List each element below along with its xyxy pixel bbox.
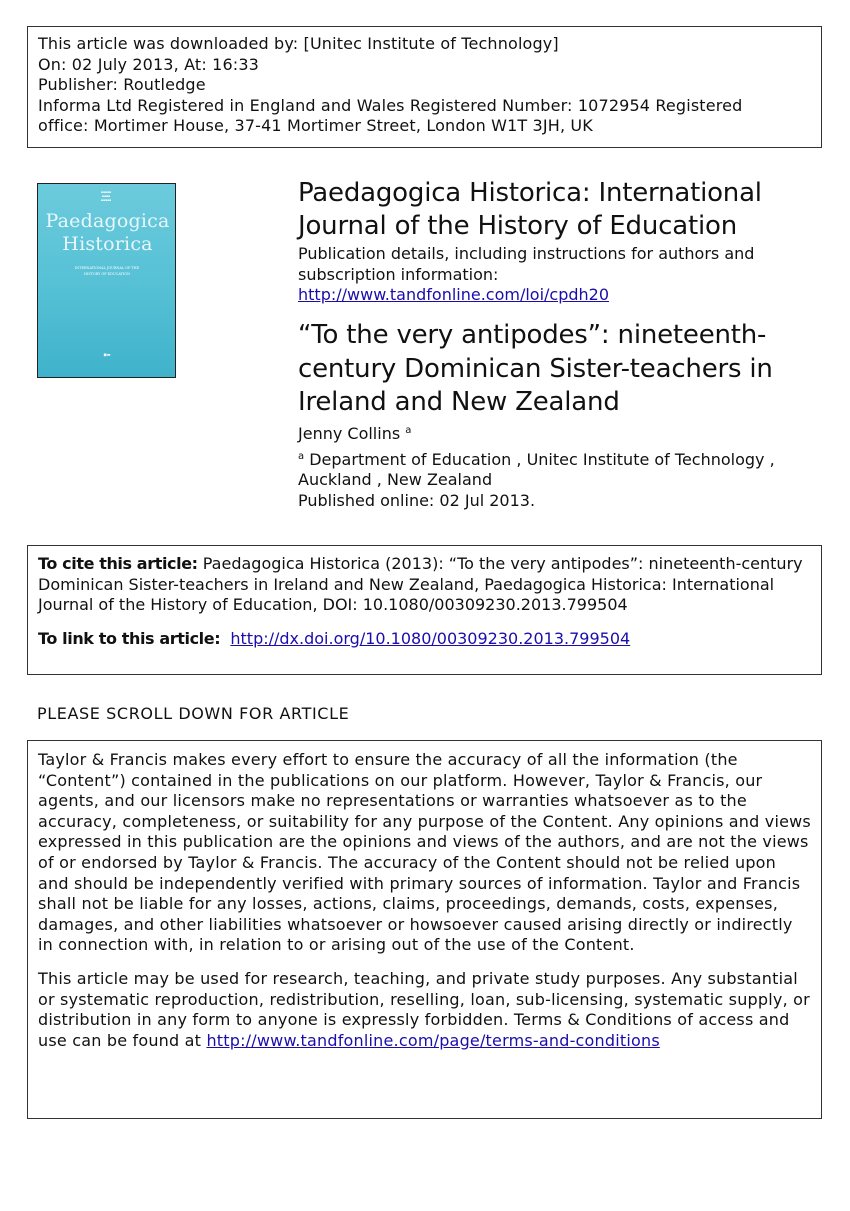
article-title: “To the very antipodes”: nineteenth-century Dominican Sister-teachers in Ireland and New Zealand bbox=[298, 320, 773, 417]
publication-details bbox=[298, 244, 818, 306]
cover-title: Paedagogica Historica bbox=[45, 210, 170, 255]
journal-title: Paedagogica Historica: International Journal of the History of Education bbox=[298, 178, 762, 241]
cite-paragraph bbox=[38, 554, 811, 616]
citation-box bbox=[27, 545, 822, 675]
journal-cover-image bbox=[37, 183, 176, 378]
doi-link[interactable]: http://dx.doi.org/10.1080/00309230.2013.799504 bbox=[230, 628, 631, 648]
cover-tiny-print: ▪▪▪▪▪ ▪▪▪▪ ▪▪▪▪▪ bbox=[100, 190, 112, 202]
disclaimer-paragraph-2-text: This article may be used for research, teaching, and private study purposes. Any substantial or systematic reproduction, redistribution, reselling, loan, sub-licensing, systematic supply, or distribution in any form to anyone is expressly forbidden. Terms & Conditions of access and use can be found at bbox=[38, 968, 810, 1050]
affiliation-text: Department of Education , Unitec Institute of Technology , Auckland , New Zealand bbox=[298, 449, 775, 490]
author-line bbox=[298, 424, 818, 445]
journal-url-link[interactable]: http://www.tandfonline.com/loi/cpdh20 bbox=[298, 285, 610, 305]
registration-line-1: Informa Ltd Registered in England and Wales Registered Number: 1072954 Registered bbox=[38, 95, 743, 115]
publication-details-text: Publication details, including instructions for authors and subscription information: bbox=[298, 244, 755, 284]
author-name: Jenny Collins bbox=[298, 424, 401, 443]
downloaded-by: This article was downloaded by: [Unitec Institute of Technology] bbox=[38, 34, 559, 53]
terms-link[interactable]: http://www.tandfonline.com/page/terms-and-conditions bbox=[206, 1030, 660, 1050]
scroll-notice: PLEASE SCROLL DOWN FOR ARTICLE bbox=[37, 704, 350, 723]
disclaimer-box bbox=[27, 740, 822, 1119]
registration-line-2: office: Mortimer House, 37-41 Mortimer Street, London W1T 3JH, UK bbox=[38, 116, 593, 136]
link-paragraph bbox=[38, 629, 811, 650]
disclaimer-paragraph-1: Taylor & Francis makes every effort to ensure the accuracy of all the information (the “Content”) contained in the publications on our platform. However, Taylor & Francis, our agents, and our licensors make no representations or warranties whatsoever as to the accuracy, completeness, or suitability for any purpose of the Content. Any opinions and views expressed in this publication are the opinions and views of the authors, and are not the views of or endorsed by Taylor & Francis. The accuracy of the Content should not be relied upon and should be independently verified with primary sources of information. Taylor and Francis shall not be liable for any losses, actions, claims, proceedings, demands, costs, expenses, damages, and other liabilities whatsoever or howsoever caused arising directly or indirectly in connection with, in relation to or arising out of the use of the Content. bbox=[38, 750, 811, 955]
cite-text: Paedagogica Historica (2013): “To the very antipodes”: nineteenth-century Dominican Sister-teachers in Ireland and New Zealand, Paedagogica Historica: International Journal of the History of Education, DOI: 10.1080/00309230.2013.799504 bbox=[38, 554, 803, 615]
disclaimer-paragraph-2 bbox=[38, 969, 811, 1051]
publisher-logo-icon: ◼▬ bbox=[103, 352, 111, 357]
author-info bbox=[298, 424, 818, 511]
author-affiliation-marker: a bbox=[405, 425, 412, 436]
published-online: Published online: 02 Jul 2013. bbox=[298, 490, 536, 510]
affiliation-marker: a bbox=[298, 450, 305, 462]
affiliation bbox=[298, 450, 818, 491]
download-notice bbox=[27, 26, 822, 148]
publisher: Publisher: Routledge bbox=[38, 75, 206, 95]
cover-subtitle: INTERNATIONAL JOURNAL OF THE HISTORY OF EDUCATION bbox=[74, 266, 140, 276]
cite-label: To cite this article: bbox=[38, 554, 198, 573]
download-date: On: 02 July 2013, At: 16:33 bbox=[38, 54, 259, 74]
link-label: To link to this article: bbox=[38, 628, 221, 648]
